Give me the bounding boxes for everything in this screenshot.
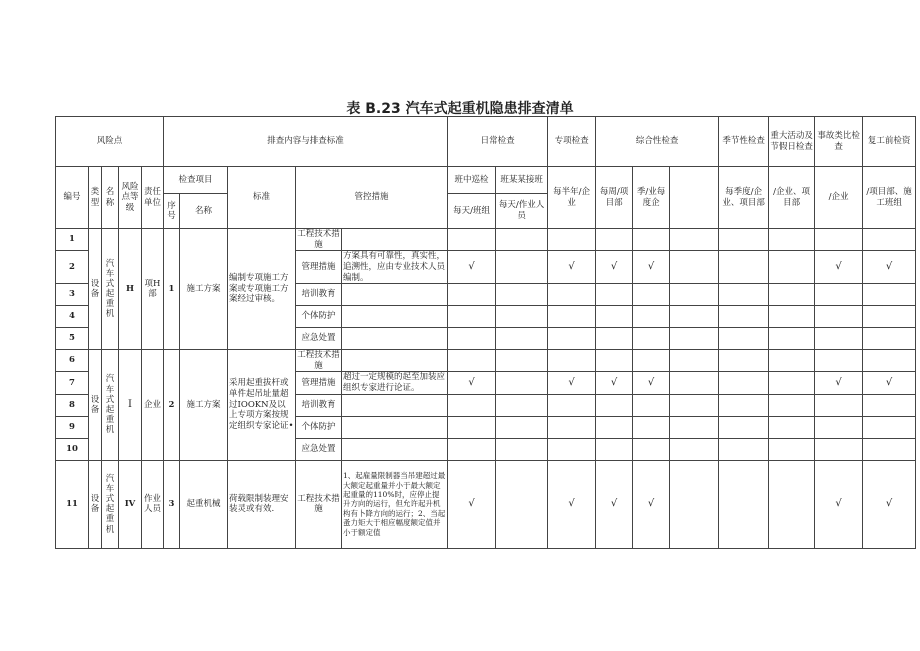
measure-emergency: 应急处置 — [296, 438, 342, 460]
control-text: 超过一定规模的起至加装应组织专家进行论证。 — [342, 372, 448, 394]
measure-tech: 工程技术措施 — [297, 350, 340, 371]
check-mark: √ — [448, 372, 496, 394]
measure-tech: 工程技术措施 — [296, 460, 342, 548]
header-comp-freq: 每周/项目部 — [596, 167, 633, 229]
header-type: 类型 — [89, 167, 102, 229]
page-title: 表 B.23 汽车式起重机隐患排查清单 — [346, 101, 574, 117]
resp-unit: 作业人员 — [142, 460, 164, 548]
measure-mgmt: 管理措施 — [296, 372, 342, 394]
table-row — [56, 350, 916, 372]
risk-level: H — [119, 229, 142, 350]
check-mark: √ — [596, 251, 633, 284]
equipment-name: 汽车式起重机 — [102, 460, 119, 548]
row-number: 3 — [56, 284, 89, 306]
item-seq: 2 — [164, 350, 180, 461]
row-number: 5 — [56, 328, 89, 350]
table-row — [56, 229, 916, 251]
check-mark: √ — [815, 372, 863, 394]
risk-level: IV — [119, 460, 142, 548]
standard-text: 编制专项施工方案或专项施工方案经过审核。 — [228, 229, 296, 350]
check-mark: √ — [596, 460, 633, 548]
check-mark: √ — [548, 460, 596, 548]
standard-text: 采用起重拔杆或单件起吊址量超过IOOKN及以上专项方案按规定组织专家论证• — [228, 350, 296, 461]
header-item-name: 名称 — [180, 194, 228, 229]
check-mark: √ — [633, 460, 670, 548]
measure-tech: 工程技术措施 — [297, 229, 340, 250]
control-text: 1、起雇量限制器当吊建超过最大额定起重量并小于最大额定起重量的110%时，应停止提升方向的运行，但允许起升机构有卜降方向的运行；2、当起蚤力矩大于相应幅度额定值并小于额定值 — [342, 460, 448, 548]
row-number: 7 — [56, 372, 89, 394]
item-seq: 1 — [164, 229, 180, 350]
header-risk-point: 风险点 — [56, 117, 164, 167]
header-resume-freq: /项目部、施工班组 — [863, 167, 916, 229]
risk-type: 设备 — [89, 350, 102, 461]
control-text-empty — [342, 229, 448, 251]
header-content-standard: 排查内容与排查标准 — [164, 117, 448, 167]
header-daily-team: 每天/班组 — [448, 194, 496, 229]
check-mark: √ — [448, 251, 496, 284]
measure-ppe: 个体防护 — [296, 416, 342, 438]
header-check-item: 检查项目 — [164, 167, 228, 194]
header-major-freq: /企业、项目部 — [769, 167, 815, 229]
row-number: 11 — [56, 460, 89, 548]
item-name: 施工方案 — [180, 229, 228, 350]
row-number: 10 — [56, 438, 89, 460]
check-mark: √ — [596, 372, 633, 394]
header-shift-patrol: 班中巡检 — [448, 167, 496, 194]
check-mark: √ — [633, 251, 670, 284]
header-accident-check: 事故类比检查 — [815, 117, 863, 167]
check-mark: √ — [863, 460, 916, 548]
row-number: 9 — [56, 416, 89, 438]
risk-type: 设备 — [89, 229, 102, 350]
risk-type: 设备 — [89, 460, 102, 548]
row-number: 8 — [56, 394, 89, 416]
header-control: 管控措施 — [296, 167, 448, 229]
measure-training: 培训教育 — [296, 284, 342, 306]
header-risk-level: 风险点等级 — [119, 167, 142, 229]
check-mark: √ — [448, 460, 496, 548]
check-mark: √ — [548, 251, 596, 284]
measure-ppe: 个体防护 — [296, 306, 342, 328]
equipment-name: 汽车式起重机 — [102, 350, 119, 461]
header-comprehensive-check: 综合性检查 — [596, 117, 719, 167]
header-accident-freq: /企业 — [815, 167, 863, 229]
header-empty-comp — [670, 167, 719, 229]
header-special-check: 专项检查 — [548, 117, 596, 167]
control-text: 方案具有可靠性，真实性，追溯性，应由专业技术人员编制。 — [342, 251, 448, 284]
check-mark: √ — [815, 251, 863, 284]
table-row — [56, 460, 916, 548]
header-shift-team: 班某某接班 — [496, 167, 548, 194]
header-comp-freq2: 季/业每度企 — [633, 167, 670, 229]
header-major-event-check: 重大活动及节假日检查 — [769, 117, 815, 167]
item-seq: 3 — [164, 460, 180, 548]
header-seasonal-check: 季节性检查 — [719, 117, 769, 167]
measure-mgmt: 管理措施 — [296, 251, 342, 284]
check-mark: √ — [815, 460, 863, 548]
row-number: 1 — [56, 229, 89, 251]
check-mark: √ — [633, 372, 670, 394]
row-number: 4 — [56, 306, 89, 328]
header-resume-check: 复工前检资 — [863, 117, 916, 167]
header-name: 名称 — [102, 167, 119, 229]
risk-level: I — [119, 350, 142, 461]
header-standard: 标准 — [228, 167, 296, 229]
header-resp-unit: 责任单位 — [142, 167, 164, 229]
header-daily-worker: 每天/作业人员 — [496, 194, 548, 229]
header-special-freq: 每半年/企业 — [548, 167, 596, 229]
header-seq: 序号 — [164, 194, 180, 229]
item-name: 起重机械 — [180, 460, 228, 548]
check-mark: √ — [548, 372, 596, 394]
header-daily-check: 日常检查 — [448, 117, 548, 167]
header-seasonal-freq: 每季度/企业、项目部 — [719, 167, 769, 229]
resp-unit: 企业 — [142, 350, 164, 461]
hazard-checklist-table — [55, 116, 916, 549]
measure-emergency: 应急处置 — [296, 328, 342, 350]
item-name: 施工方案 — [180, 350, 228, 461]
resp-unit: 项H部 — [142, 229, 164, 350]
header-no: 编号 — [56, 167, 89, 229]
measure-training: 培训教育 — [296, 394, 342, 416]
equipment-name: 汽车式起重机 — [102, 229, 119, 350]
check-mark: √ — [863, 372, 916, 394]
row-number: 2 — [56, 251, 89, 284]
check-mark: √ — [863, 251, 916, 284]
standard-text: 荷载限制装理安装灵或有效. — [228, 460, 296, 548]
row-number: 6 — [56, 350, 89, 372]
